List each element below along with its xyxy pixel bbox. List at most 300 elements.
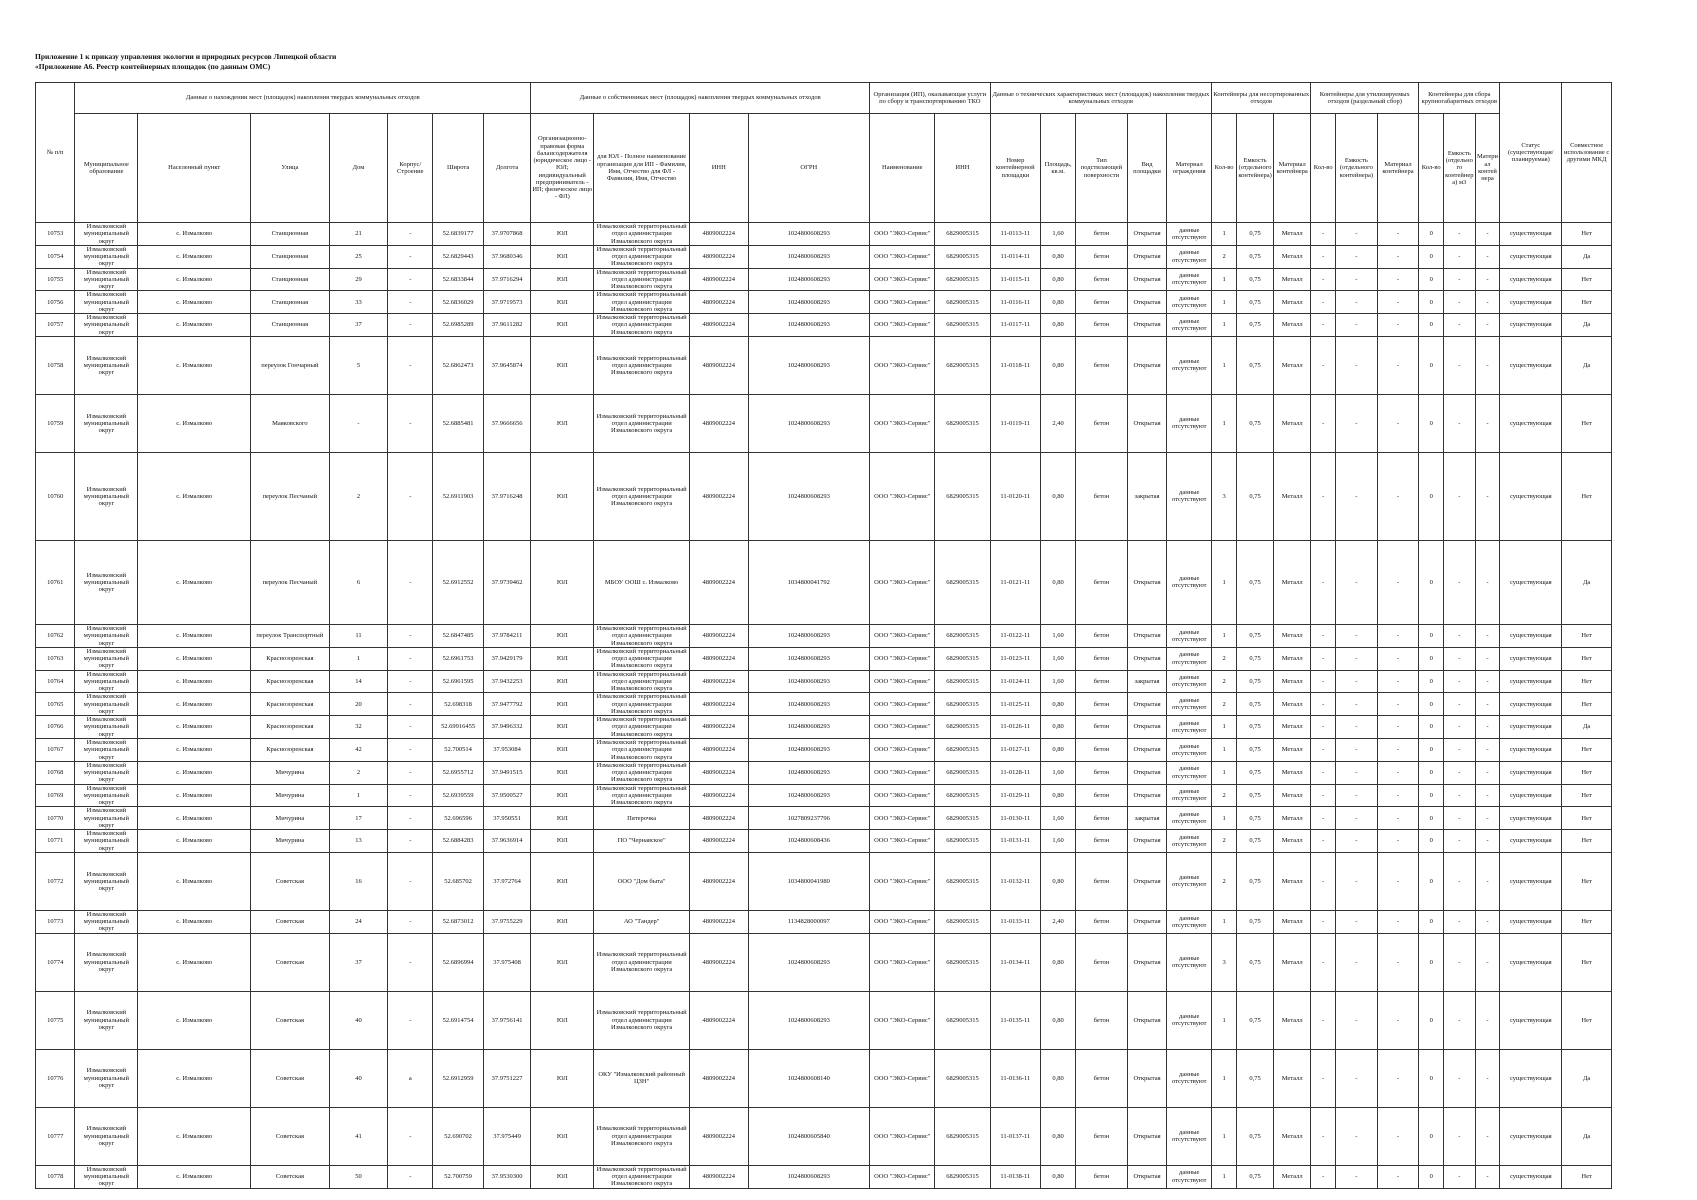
cell-c2: - bbox=[1336, 716, 1378, 739]
cell-m3: - bbox=[1475, 670, 1500, 693]
cell-q: 2 bbox=[1212, 852, 1237, 910]
cell-lat: 52.6873012 bbox=[433, 910, 484, 933]
cell-q2: - bbox=[1311, 452, 1336, 540]
cell-q2: - bbox=[1311, 245, 1336, 268]
cell-a: 0,80 bbox=[1041, 1107, 1076, 1165]
cell-n: 10765 bbox=[36, 693, 75, 716]
cell-lat: 52.6985289 bbox=[433, 314, 484, 337]
cell-id: 11-0128-11 bbox=[990, 761, 1041, 784]
cell-q2: - bbox=[1311, 223, 1336, 246]
cell-c3: - bbox=[1444, 784, 1476, 807]
cell-n: 10771 bbox=[36, 830, 75, 853]
cell-sh: Нет bbox=[1562, 268, 1612, 291]
cell-f: ЮЛ bbox=[531, 336, 594, 394]
cell-d: - bbox=[329, 394, 388, 452]
cell-inn: 4809002224 bbox=[689, 670, 748, 693]
cell-d: 1 bbox=[329, 784, 388, 807]
cell-q3: 0 bbox=[1419, 291, 1444, 314]
cell-m2: - bbox=[1377, 1107, 1419, 1165]
cell-k: - bbox=[388, 910, 433, 933]
cell-a: 0,80 bbox=[1041, 693, 1076, 716]
cell-a: 1,60 bbox=[1041, 223, 1076, 246]
cell-f: ЮЛ bbox=[531, 223, 594, 246]
cell-q3: 0 bbox=[1419, 314, 1444, 337]
cell-m: данные отсутствуют bbox=[1167, 540, 1212, 624]
cell-d: 25 bbox=[329, 245, 388, 268]
cell-m2: - bbox=[1377, 784, 1419, 807]
cell-st: Мичурина bbox=[250, 761, 329, 784]
cell-stat: существующая bbox=[1500, 314, 1562, 337]
cell-d: 5 bbox=[329, 336, 388, 394]
cell-np: с. Измалково bbox=[138, 807, 251, 830]
cell-v: Открытая bbox=[1127, 852, 1166, 910]
cell-id: 11-0138-11 bbox=[990, 1165, 1041, 1188]
cell-mo: Измалковский муниципальный округ bbox=[75, 807, 138, 830]
col-header: Кол-во bbox=[1419, 114, 1444, 223]
cell-d: 14 bbox=[329, 670, 388, 693]
cell-k: - bbox=[388, 716, 433, 739]
cell-id: 11-0119-11 bbox=[990, 394, 1041, 452]
cell-op: ООО "ЭКО-Сервис" bbox=[870, 647, 935, 670]
cell-f: ЮЛ bbox=[531, 1165, 594, 1188]
cell-lon: 37.9707868 bbox=[483, 223, 530, 246]
cell-lon: 37.9477792 bbox=[483, 693, 530, 716]
cell-q2: - bbox=[1311, 693, 1336, 716]
cell-stat: существующая bbox=[1500, 761, 1562, 784]
cell-k: - bbox=[388, 693, 433, 716]
cell-m2: - bbox=[1377, 291, 1419, 314]
cell-c: 0,75 bbox=[1236, 830, 1273, 853]
cell-s: бетон bbox=[1076, 1107, 1128, 1165]
cell-ogrn: 1024800608293 bbox=[748, 314, 870, 337]
cell-id: 11-0136-11 bbox=[990, 1049, 1041, 1107]
cell-n: 10761 bbox=[36, 540, 75, 624]
cell-c3: - bbox=[1444, 336, 1476, 394]
cell-lat: 52.6896994 bbox=[433, 933, 484, 991]
cell-inn: 4809002224 bbox=[689, 910, 748, 933]
cell-q2: - bbox=[1311, 314, 1336, 337]
cell-np: с. Измалково bbox=[138, 933, 251, 991]
cell-q3: 0 bbox=[1419, 852, 1444, 910]
cell-ogrn: 1027809237796 bbox=[748, 807, 870, 830]
cell-mt: Металл bbox=[1274, 693, 1311, 716]
cell-d: 11 bbox=[329, 624, 388, 647]
cell-op: ООО "ЭКО-Сервис" bbox=[870, 933, 935, 991]
cell-op: ООО "ЭКО-Сервис" bbox=[870, 738, 935, 761]
cell-opinn: 6829005315 bbox=[935, 452, 990, 540]
cell-q2: - bbox=[1311, 991, 1336, 1049]
cell-q2: - bbox=[1311, 784, 1336, 807]
cell-opinn: 6829005315 bbox=[935, 933, 990, 991]
cell-m3: - bbox=[1475, 1165, 1500, 1188]
cell-mt: Металл bbox=[1274, 291, 1311, 314]
cell-m: данные отсутствуют bbox=[1167, 223, 1212, 246]
cell-k: - bbox=[388, 933, 433, 991]
cell-m2: - bbox=[1377, 761, 1419, 784]
cell-lat: 52.6884283 bbox=[433, 830, 484, 853]
table-row bbox=[36, 761, 1612, 784]
cell-c3: - bbox=[1444, 268, 1476, 291]
cell-lat: 52.698318 bbox=[433, 693, 484, 716]
cell-q: 1 bbox=[1212, 540, 1237, 624]
cell-m2: - bbox=[1377, 245, 1419, 268]
cell-c3: - bbox=[1444, 452, 1476, 540]
cell-q: 1 bbox=[1212, 314, 1237, 337]
cell-opinn: 6829005315 bbox=[935, 1165, 990, 1188]
cell-c3: - bbox=[1444, 314, 1476, 337]
cell-sh: Нет bbox=[1562, 910, 1612, 933]
cell-np: с. Измалково bbox=[138, 784, 251, 807]
cell-st: Советская bbox=[250, 1165, 329, 1188]
cell-mo: Измалковский муниципальный округ bbox=[75, 830, 138, 853]
cell-id: 11-0125-11 bbox=[990, 693, 1041, 716]
cell-np: с. Измалково bbox=[138, 314, 251, 337]
cell-m3: - bbox=[1475, 452, 1500, 540]
cell-k: - bbox=[388, 452, 433, 540]
cell-id: 11-0123-11 bbox=[990, 647, 1041, 670]
cell-c2: - bbox=[1336, 910, 1378, 933]
cell-s: бетон bbox=[1076, 1165, 1128, 1188]
cell-op: ООО "ЭКО-Сервис" bbox=[870, 223, 935, 246]
cell-d: 17 bbox=[329, 807, 388, 830]
cell-mt: Металл bbox=[1274, 268, 1311, 291]
cell-f: ЮЛ bbox=[531, 670, 594, 693]
cell-mo: Измалковский муниципальный округ bbox=[75, 314, 138, 337]
cell-lat: 52.69916455 bbox=[433, 716, 484, 739]
cell-d: 40 bbox=[329, 1049, 388, 1107]
cell-c2: - bbox=[1336, 1049, 1378, 1107]
cell-q3: 0 bbox=[1419, 991, 1444, 1049]
cell-mt: Металл bbox=[1274, 670, 1311, 693]
cell-v: Открытая bbox=[1127, 394, 1166, 452]
cell-m2: - bbox=[1377, 268, 1419, 291]
cell-inn: 4809002224 bbox=[689, 693, 748, 716]
cell-a: 0,80 bbox=[1041, 716, 1076, 739]
cell-m3: - bbox=[1475, 933, 1500, 991]
cell-q2: - bbox=[1311, 268, 1336, 291]
col-header-number: № п/п bbox=[36, 83, 75, 223]
cell-f: ЮЛ bbox=[531, 540, 594, 624]
cell-f: ЮЛ bbox=[531, 807, 594, 830]
cell-np: с. Измалково bbox=[138, 716, 251, 739]
cell-stat: существующая bbox=[1500, 291, 1562, 314]
cell-q: 2 bbox=[1212, 245, 1237, 268]
cell-s: бетон bbox=[1076, 540, 1128, 624]
cell-n: 10760 bbox=[36, 452, 75, 540]
col-header: Емкость (отдельного контейнера) bbox=[1236, 114, 1273, 223]
cell-opinn: 6829005315 bbox=[935, 991, 990, 1049]
cell-lon: 37.9500527 bbox=[483, 784, 530, 807]
cell-v: закрытая bbox=[1127, 807, 1166, 830]
cell-ogrn: 1024800608293 bbox=[748, 1165, 870, 1188]
cell-q: 2 bbox=[1212, 670, 1237, 693]
cell-s: бетон bbox=[1076, 693, 1128, 716]
cell-a: 1,60 bbox=[1041, 670, 1076, 693]
cell-st: Советская bbox=[250, 991, 329, 1049]
cell-st: Станционная bbox=[250, 291, 329, 314]
cell-mt: Металл bbox=[1274, 852, 1311, 910]
cell-q3: 0 bbox=[1419, 830, 1444, 853]
cell-c3: - bbox=[1444, 624, 1476, 647]
cell-c3: - bbox=[1444, 394, 1476, 452]
cell-lon: 37.9491515 bbox=[483, 761, 530, 784]
cell-q2: - bbox=[1311, 670, 1336, 693]
cell-inn: 4809002224 bbox=[689, 991, 748, 1049]
cell-org: Измалковский территориальный отдел администрации Измалковского округа bbox=[594, 647, 690, 670]
cell-q3: 0 bbox=[1419, 268, 1444, 291]
cell-m: данные отсутствуют bbox=[1167, 830, 1212, 853]
cell-s: бетон bbox=[1076, 1049, 1128, 1107]
cell-org: Измалковский территориальный отдел администрации Измалковского округа bbox=[594, 784, 690, 807]
cell-m: данные отсутствуют bbox=[1167, 910, 1212, 933]
group-header-unsorted-containers: Контейнеры для несортированных отходов bbox=[1212, 83, 1311, 114]
cell-k: - bbox=[388, 738, 433, 761]
cell-q2: - bbox=[1311, 647, 1336, 670]
cell-v: Открытая bbox=[1127, 1049, 1166, 1107]
cell-q3: 0 bbox=[1419, 624, 1444, 647]
cell-ogrn: 1024800608293 bbox=[748, 647, 870, 670]
cell-d: 37 bbox=[329, 314, 388, 337]
cell-q2: - bbox=[1311, 910, 1336, 933]
cell-n: 10753 bbox=[36, 223, 75, 246]
table-row bbox=[36, 991, 1612, 1049]
cell-lon: 37.9530300 bbox=[483, 1165, 530, 1188]
cell-stat: существующая bbox=[1500, 807, 1562, 830]
document-title-line-1: Приложение 1 к приказу управления экологии и природных ресурсов Липецкой области bbox=[35, 52, 337, 61]
cell-ogrn: 1024800608436 bbox=[748, 830, 870, 853]
cell-a: 1,60 bbox=[1041, 624, 1076, 647]
table-row bbox=[36, 452, 1612, 540]
cell-lon: 37.9716248 bbox=[483, 452, 530, 540]
cell-c3: - bbox=[1444, 540, 1476, 624]
cell-lat: 52.690702 bbox=[433, 1107, 484, 1165]
cell-op: ООО "ЭКО-Сервис" bbox=[870, 784, 935, 807]
cell-m2: - bbox=[1377, 452, 1419, 540]
cell-inn: 4809002224 bbox=[689, 1107, 748, 1165]
cell-org: ОКУ "Измалковский районный ЦЗН" bbox=[594, 1049, 690, 1107]
cell-c2: - bbox=[1336, 761, 1378, 784]
col-header-shared: Совместное использование с другими МКД bbox=[1562, 83, 1612, 223]
cell-np: с. Измалково bbox=[138, 693, 251, 716]
cell-st: Мичурина bbox=[250, 830, 329, 853]
cell-mt: Металл bbox=[1274, 452, 1311, 540]
cell-stat: существующая bbox=[1500, 540, 1562, 624]
cell-q2: - bbox=[1311, 830, 1336, 853]
cell-lon: 37.975449 bbox=[483, 1107, 530, 1165]
cell-opinn: 6829005315 bbox=[935, 647, 990, 670]
cell-op: ООО "ЭКО-Сервис" bbox=[870, 670, 935, 693]
cell-f: ЮЛ bbox=[531, 1107, 594, 1165]
cell-mo: Измалковский муниципальный округ bbox=[75, 268, 138, 291]
cell-op: ООО "ЭКО-Сервис" bbox=[870, 1165, 935, 1188]
cell-m: данные отсутствуют bbox=[1167, 1107, 1212, 1165]
cell-m2: - bbox=[1377, 910, 1419, 933]
cell-d: 2 bbox=[329, 452, 388, 540]
cell-d: 21 bbox=[329, 223, 388, 246]
col-header-status: Статус (существующая/ планируемая) bbox=[1500, 83, 1562, 223]
cell-k: - bbox=[388, 624, 433, 647]
cell-m3: - bbox=[1475, 807, 1500, 830]
cell-q3: 0 bbox=[1419, 1107, 1444, 1165]
cell-n: 10766 bbox=[36, 716, 75, 739]
cell-st: Советская bbox=[250, 933, 329, 991]
cell-m: данные отсутствуют bbox=[1167, 647, 1212, 670]
cell-n: 10763 bbox=[36, 647, 75, 670]
cell-np: с. Измалково bbox=[138, 647, 251, 670]
cell-id: 11-0134-11 bbox=[990, 933, 1041, 991]
cell-stat: существующая bbox=[1500, 336, 1562, 394]
cell-d: 24 bbox=[329, 910, 388, 933]
cell-lon: 37.9666656 bbox=[483, 394, 530, 452]
cell-v: закрытая bbox=[1127, 670, 1166, 693]
cell-org: Измалковский территориальный отдел администрации Измалковского округа bbox=[594, 761, 690, 784]
cell-c2: - bbox=[1336, 394, 1378, 452]
cell-c2: - bbox=[1336, 647, 1378, 670]
cell-k: - bbox=[388, 268, 433, 291]
cell-q3: 0 bbox=[1419, 761, 1444, 784]
cell-inn: 4809002224 bbox=[689, 1049, 748, 1107]
cell-f: ЮЛ bbox=[531, 933, 594, 991]
cell-q: 1 bbox=[1212, 624, 1237, 647]
cell-org: АО "Тандер" bbox=[594, 910, 690, 933]
cell-d: 1 bbox=[329, 647, 388, 670]
cell-m2: - bbox=[1377, 223, 1419, 246]
cell-c2: - bbox=[1336, 314, 1378, 337]
cell-org: Измалковский территориальный отдел администрации Измалковского округа bbox=[594, 268, 690, 291]
cell-m: данные отсутствуют bbox=[1167, 807, 1212, 830]
col-header: Кол-во bbox=[1212, 114, 1237, 223]
cell-lat: 52.696596 bbox=[433, 807, 484, 830]
cell-n: 10774 bbox=[36, 933, 75, 991]
cell-stat: существующая bbox=[1500, 1107, 1562, 1165]
cell-st: Краснозоренская bbox=[250, 738, 329, 761]
cell-q: 2 bbox=[1212, 830, 1237, 853]
cell-stat: существующая bbox=[1500, 1049, 1562, 1107]
table-row bbox=[36, 540, 1612, 624]
cell-ogrn: 1024800608293 bbox=[748, 761, 870, 784]
cell-c3: - bbox=[1444, 761, 1476, 784]
cell-c: 0,75 bbox=[1236, 1165, 1273, 1188]
cell-op: ООО "ЭКО-Сервис" bbox=[870, 807, 935, 830]
cell-id: 11-0135-11 bbox=[990, 991, 1041, 1049]
cell-org: Измалковский территориальный отдел администрации Измалковского округа bbox=[594, 670, 690, 693]
col-header: Кол-во bbox=[1311, 114, 1336, 223]
cell-c3: - bbox=[1444, 647, 1476, 670]
cell-s: бетон bbox=[1076, 245, 1128, 268]
cell-opinn: 6829005315 bbox=[935, 693, 990, 716]
cell-np: с. Измалково bbox=[138, 670, 251, 693]
cell-m3: - bbox=[1475, 693, 1500, 716]
cell-c: 0,75 bbox=[1236, 394, 1273, 452]
cell-stat: существующая bbox=[1500, 1165, 1562, 1188]
cell-mt: Металл bbox=[1274, 991, 1311, 1049]
cell-st: Маяковского bbox=[250, 394, 329, 452]
cell-m: данные отсутствуют bbox=[1167, 314, 1212, 337]
cell-m2: - bbox=[1377, 933, 1419, 991]
cell-m: данные отсутствуют bbox=[1167, 336, 1212, 394]
cell-lat: 52.6885481 bbox=[433, 394, 484, 452]
cell-m3: - bbox=[1475, 1107, 1500, 1165]
cell-m3: - bbox=[1475, 852, 1500, 910]
cell-m3: - bbox=[1475, 910, 1500, 933]
cell-c3: - bbox=[1444, 1165, 1476, 1188]
cell-lat: 52.6829443 bbox=[433, 245, 484, 268]
cell-v: Открытая bbox=[1127, 245, 1166, 268]
cell-id: 11-0116-11 bbox=[990, 291, 1041, 314]
cell-f: ЮЛ bbox=[531, 394, 594, 452]
cell-c: 0,75 bbox=[1236, 716, 1273, 739]
cell-f: ЮЛ bbox=[531, 268, 594, 291]
cell-op: ООО "ЭКО-Сервис" bbox=[870, 336, 935, 394]
cell-s: бетон bbox=[1076, 624, 1128, 647]
cell-c: 0,75 bbox=[1236, 268, 1273, 291]
cell-n: 10768 bbox=[36, 761, 75, 784]
cell-n: 10770 bbox=[36, 807, 75, 830]
cell-v: Открытая bbox=[1127, 761, 1166, 784]
cell-st: Станционная bbox=[250, 223, 329, 246]
cell-s: бетон bbox=[1076, 452, 1128, 540]
cell-sh: Да bbox=[1562, 314, 1612, 337]
cell-lon: 37.972764 bbox=[483, 852, 530, 910]
cell-v: Открытая bbox=[1127, 991, 1166, 1049]
cell-ogrn: 1024800608293 bbox=[748, 223, 870, 246]
cell-mt: Металл bbox=[1274, 1165, 1311, 1188]
cell-sh: Нет bbox=[1562, 933, 1612, 991]
cell-mt: Металл bbox=[1274, 540, 1311, 624]
cell-sh: Нет bbox=[1562, 223, 1612, 246]
cell-f: ЮЛ bbox=[531, 245, 594, 268]
cell-inn: 4809002224 bbox=[689, 245, 748, 268]
col-header: Материал контейнера bbox=[1377, 114, 1419, 223]
cell-m3: - bbox=[1475, 738, 1500, 761]
cell-a: 0,80 bbox=[1041, 314, 1076, 337]
cell-d: 37 bbox=[329, 933, 388, 991]
cell-q: 2 bbox=[1212, 647, 1237, 670]
cell-s: бетон bbox=[1076, 716, 1128, 739]
cell-q: 1 bbox=[1212, 716, 1237, 739]
cell-s: бетон bbox=[1076, 314, 1128, 337]
cell-op: ООО "ЭКО-Сервис" bbox=[870, 268, 935, 291]
cell-mt: Металл bbox=[1274, 245, 1311, 268]
group-header-location: Данные о нахождении мест (площадок) накопления твердых коммунальных отходов bbox=[75, 83, 531, 114]
cell-k: а bbox=[388, 1049, 433, 1107]
cell-lat: 52.700759 bbox=[433, 1165, 484, 1188]
cell-op: ООО "ЭКО-Сервис" bbox=[870, 452, 935, 540]
cell-np: с. Измалково bbox=[138, 394, 251, 452]
cell-c: 0,75 bbox=[1236, 336, 1273, 394]
cell-d: 2 bbox=[329, 761, 388, 784]
cell-mo: Измалковский муниципальный округ bbox=[75, 991, 138, 1049]
cell-d: 16 bbox=[329, 852, 388, 910]
cell-st: переулок Песчаный bbox=[250, 540, 329, 624]
cell-lat: 52.6912959 bbox=[433, 1049, 484, 1107]
cell-f: ЮЛ bbox=[531, 852, 594, 910]
cell-q3: 0 bbox=[1419, 1049, 1444, 1107]
cell-stat: существующая bbox=[1500, 624, 1562, 647]
table-row bbox=[36, 830, 1612, 853]
cell-mo: Измалковский муниципальный округ bbox=[75, 910, 138, 933]
cell-op: ООО "ЭКО-Сервис" bbox=[870, 991, 935, 1049]
cell-m2: - bbox=[1377, 852, 1419, 910]
cell-v: Открытая bbox=[1127, 223, 1166, 246]
cell-op: ООО "ЭКО-Сервис" bbox=[870, 245, 935, 268]
cell-lat: 52.6961753 bbox=[433, 647, 484, 670]
cell-v: Открытая bbox=[1127, 336, 1166, 394]
cell-c3: - bbox=[1444, 1107, 1476, 1165]
cell-k: - bbox=[388, 1107, 433, 1165]
cell-inn: 4809002224 bbox=[689, 716, 748, 739]
cell-op: ООО "ЭКО-Сервис" bbox=[870, 624, 935, 647]
